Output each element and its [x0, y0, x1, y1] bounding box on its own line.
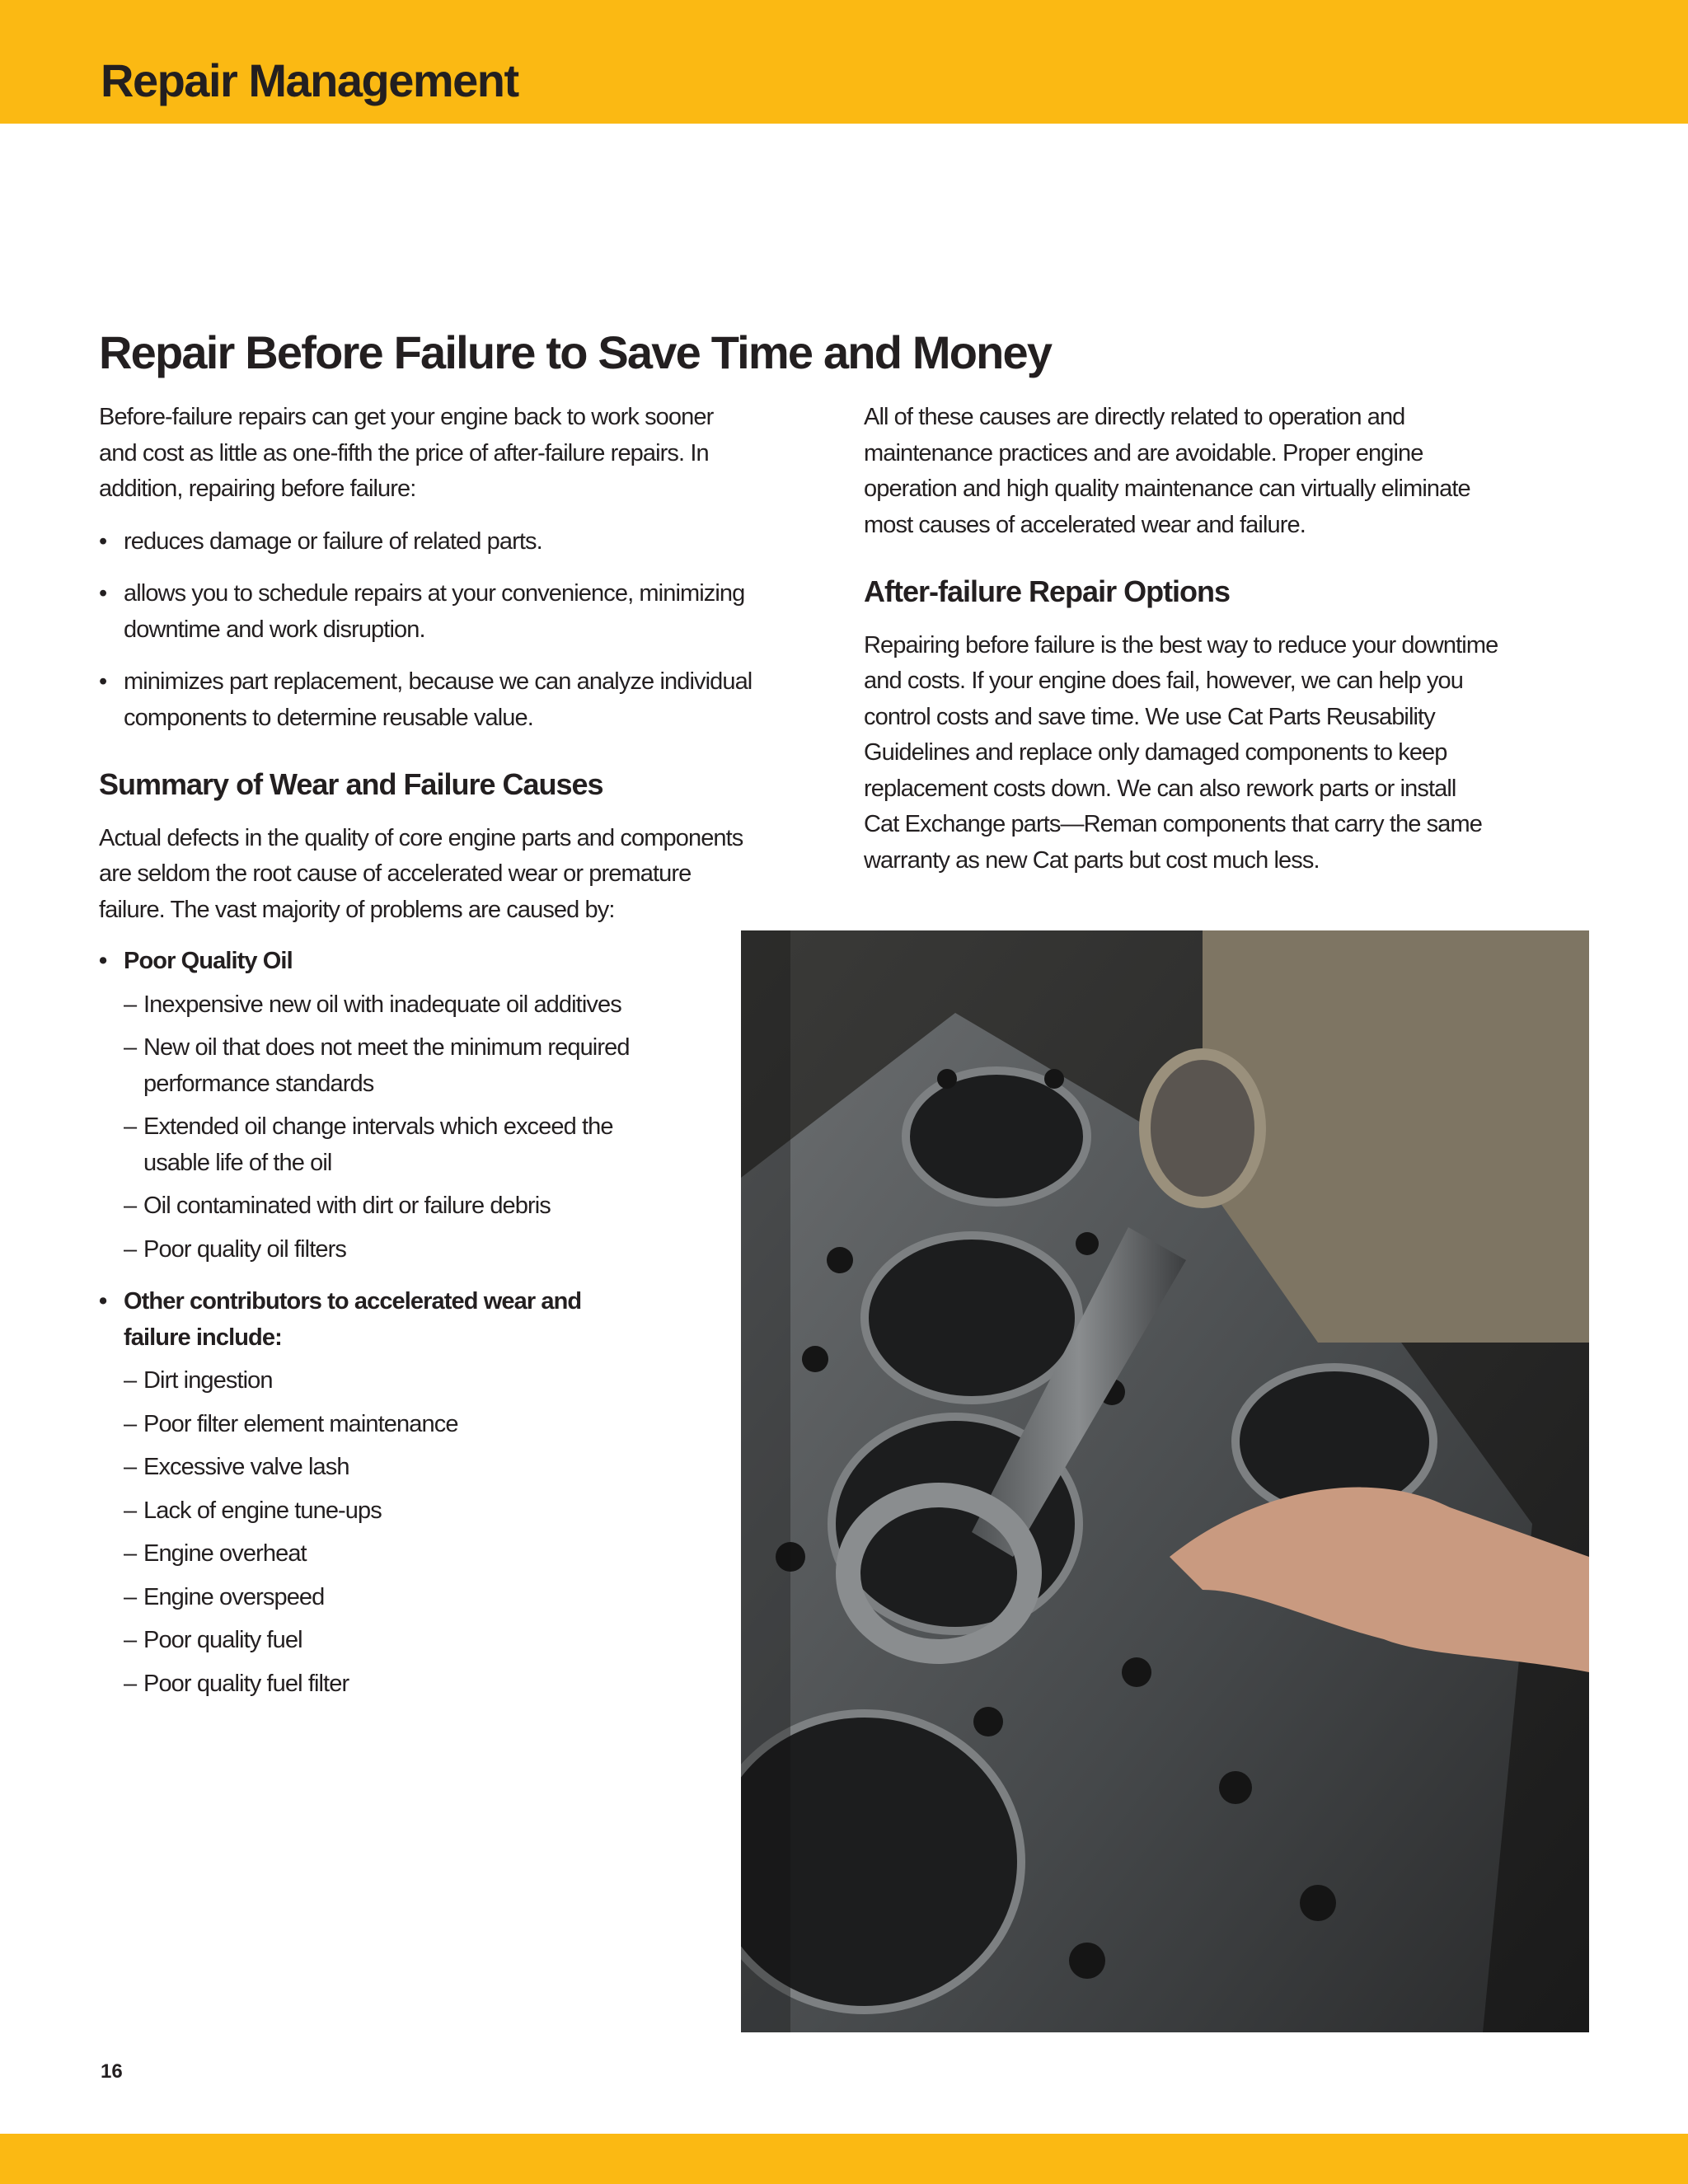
right-column [864, 400, 1606, 879]
text-line: New oil that does not meet the minimum required [143, 1034, 630, 1061]
sub-item [99, 1030, 841, 1102]
causes-paragraph [864, 400, 1606, 543]
bullet-icon: • [99, 1288, 107, 1315]
text-line: All of these causes are directly related to operation and [864, 404, 1405, 430]
after-failure-heading: After-failure Repair Options [864, 574, 1231, 608]
page-number: 16 [101, 2060, 123, 2083]
text-line: Poor quality fuel [143, 1627, 302, 1653]
text-line: minimizes part replacement, because we can analyze individual [124, 668, 753, 695]
dash-icon: – [124, 1454, 137, 1480]
text-line: maintenance practices and are avoidable. Proper engine [864, 439, 1423, 466]
dash-icon: – [124, 1193, 137, 1219]
text-line: Oil contaminated with dirt or failure debris [143, 1193, 551, 1219]
text-line: replacement costs down. We can also rework parts or install [864, 775, 1456, 802]
dash-icon: – [124, 1367, 137, 1394]
sub-item [99, 1188, 841, 1225]
text-line: Inexpensive new oil with inadequate oil additives [143, 991, 621, 1018]
text-line: and costs. If your engine does fail, however, we can help you [864, 668, 1463, 694]
list-item-oil [99, 944, 841, 980]
sub-item [99, 1580, 841, 1616]
text-line: usable life of the oil [143, 1149, 332, 1176]
text-line: control costs and save time. We use Cat Parts Reusability [864, 703, 1435, 730]
text-line: allows you to schedule repairs at your convenience, minimizing [124, 580, 745, 607]
dash-icon: – [124, 1410, 137, 1437]
list-item-other [99, 1284, 841, 1356]
text-line: addition, repairing before failure: [99, 476, 416, 502]
text-line: Guidelines and replace only damaged components to keep [864, 739, 1447, 766]
text-line: Actual defects in the quality of core engine parts and components [99, 824, 743, 851]
dash-icon: – [124, 1583, 137, 1610]
footer-bar [0, 2134, 1688, 2184]
left-column [99, 400, 841, 1702]
text-line: performance standards [143, 1070, 374, 1097]
text-line: Poor quality fuel filter [143, 1670, 349, 1697]
bullet-icon: • [99, 580, 107, 607]
text-line: Extended oil change intervals which exceed the [143, 1113, 613, 1140]
text-line: Lack of engine tune-ups [143, 1497, 382, 1524]
intro-paragraph [99, 400, 841, 508]
text-line: Repairing before failure is the best way to reduce your downtime [864, 631, 1498, 658]
dash-icon: – [124, 1113, 137, 1140]
text-line: Poor filter element maintenance [143, 1410, 458, 1437]
text-line: components to determine reusable value. [124, 704, 533, 731]
header-bar [0, 0, 1688, 124]
bullet-icon: • [99, 527, 107, 555]
text-line: failure. The vast majority of problems are caused by: [99, 896, 615, 923]
dash-icon: – [124, 1670, 137, 1697]
sub-item [99, 1232, 841, 1268]
text-line: downtime and work disruption. [124, 616, 425, 643]
text-line: Excessive valve lash [143, 1454, 349, 1480]
text-line: operation and high quality maintenance can virtually eliminate [864, 476, 1470, 502]
dash-icon: – [124, 1627, 137, 1653]
bullet-icon: • [99, 668, 107, 695]
dash-icon: – [124, 1540, 137, 1567]
text-line: Poor quality oil filters [143, 1235, 346, 1263]
text-line: warranty as new Cat parts but cost much less. [864, 846, 1320, 874]
dash-icon: – [124, 991, 137, 1018]
list-item [99, 576, 841, 648]
sub-item [99, 1407, 841, 1443]
sub-item [99, 1623, 841, 1659]
sub-item [99, 987, 841, 1024]
sub-item [99, 1666, 841, 1703]
list-item [99, 664, 841, 736]
text-line: and cost as little as one-fifth the price of after-failure repairs. In [99, 439, 709, 466]
dash-icon: – [124, 1034, 137, 1061]
summary-heading: Summary of Wear and Failure Causes [99, 767, 603, 801]
sub-item [99, 1536, 841, 1572]
dash-icon: – [124, 1235, 137, 1263]
text-line: are seldom the root cause of accelerated wear or premature [99, 860, 692, 887]
page-title: Repair Before Failure to Save Time and Money [99, 326, 1052, 378]
list-item [99, 524, 841, 560]
text-line: Other contributors to accelerated wear and [124, 1288, 582, 1315]
sub-item [99, 1450, 841, 1486]
after-failure-paragraph [864, 628, 1606, 879]
sub-item [99, 1109, 841, 1181]
section-title: Repair Management [101, 54, 518, 106]
sub-item [99, 1363, 841, 1399]
text-line: failure include: [124, 1324, 282, 1351]
engine-block-image [741, 930, 1589, 2032]
bullet-icon: • [99, 948, 107, 974]
text-line: Dirt ingestion [143, 1367, 273, 1394]
text-line: Poor Quality Oil [124, 948, 293, 974]
text-line: reduces damage or failure of related parts. [124, 527, 542, 555]
sub-item [99, 1493, 841, 1530]
text-line: Engine overheat [143, 1540, 307, 1567]
engine-repair-photo [741, 930, 1589, 2032]
summary-paragraph [99, 821, 841, 929]
text-line: Cat Exchange parts—Reman components that carry the same [864, 811, 1482, 837]
text-line: Before-failure repairs can get your engine back to work sooner [99, 404, 714, 430]
text-line: most causes of accelerated wear and failure. [864, 511, 1306, 538]
text-line: Engine overspeed [143, 1583, 325, 1610]
dash-icon: – [124, 1497, 137, 1524]
